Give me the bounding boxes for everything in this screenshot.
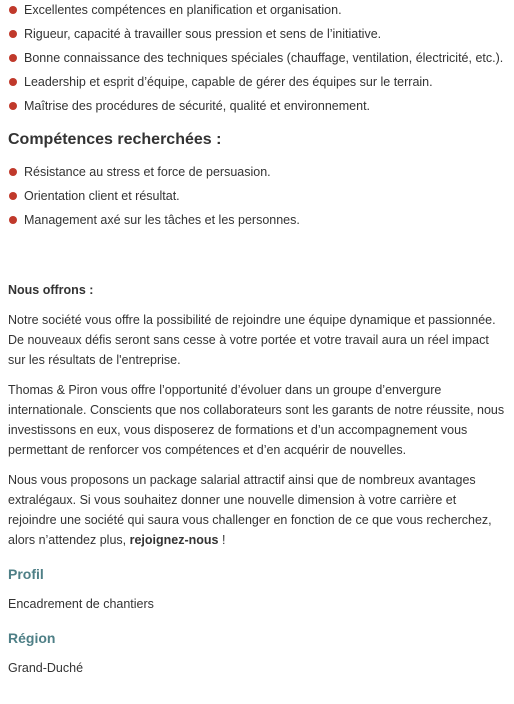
list-item: Leadership et esprit d’équipe, capable de gérer des équipes sur le terrain. <box>8 72 506 96</box>
offer-heading: Nous offrons : <box>8 283 94 297</box>
list-item: Orientation client et résultat. <box>8 186 506 210</box>
list-item: Résistance au stress et force de persuasion. <box>8 162 506 186</box>
offer-paragraph-3: Nous vous proposons un package salarial attractif ainsi que de nombreux avantages extralégaux. Si vous souhaitez donner une nouvelle dimension à votre carrière et rejoindre une société qui saura vous challenger en fonction de ce que vous recherchez, alors n’attendez plus, rejoignez-nous ! <box>8 473 492 547</box>
offer-paragraph-1: Notre société vous offre la possibilité de rejoindre une équipe dynamique et passionnée. De nouveaux défis seront sans cesse à votre portée et votre travail aura un réel impact sur les résultats de l'entreprise. <box>8 313 496 367</box>
region-heading: Région <box>8 630 56 646</box>
bullet-icon <box>9 30 17 38</box>
profile-value: Encadrement de chantiers <box>8 597 154 611</box>
bullet-icon <box>9 216 17 224</box>
bullet-icon <box>9 54 17 62</box>
skills-heading: Compétences recherchées : <box>8 131 222 148</box>
bullet-icon <box>9 78 17 86</box>
list-item: Maîtrise des procédures de sécurité, qualité et environnement. <box>8 96 506 120</box>
bullet-icon <box>9 102 17 110</box>
join-us-text: rejoignez-nous <box>129 533 219 547</box>
list-item: Management axé sur les tâches et les personnes. <box>8 210 506 234</box>
list-item: Excellentes compétences en planification et organisation. <box>8 0 506 24</box>
bullet-icon <box>9 6 17 14</box>
offer-paragraph-2: Thomas & Piron vous offre l’opportunité d’évoluer dans un groupe d’envergure internationale. Conscients que nos collaborateurs sont les garants de notre réussite, nous investissons en eux, vous disposerez de formations et d’un accompagnement vous permettant de renforcer vos compétences et d’en acquérir de nouvelles. <box>8 383 505 457</box>
bullet-icon <box>9 168 17 176</box>
region-value: Grand-Duché <box>8 661 84 675</box>
list-item: Bonne connaissance des techniques spéciales (chauffage, ventilation, électricité, etc.). <box>8 48 506 72</box>
skills-list <box>8 162 506 234</box>
list-item: Rigueur, capacité à travailler sous pression et sens de l’initiative. <box>8 24 506 48</box>
requirements-list <box>8 0 506 120</box>
profile-heading: Profil <box>8 566 44 582</box>
bullet-icon <box>9 192 17 200</box>
